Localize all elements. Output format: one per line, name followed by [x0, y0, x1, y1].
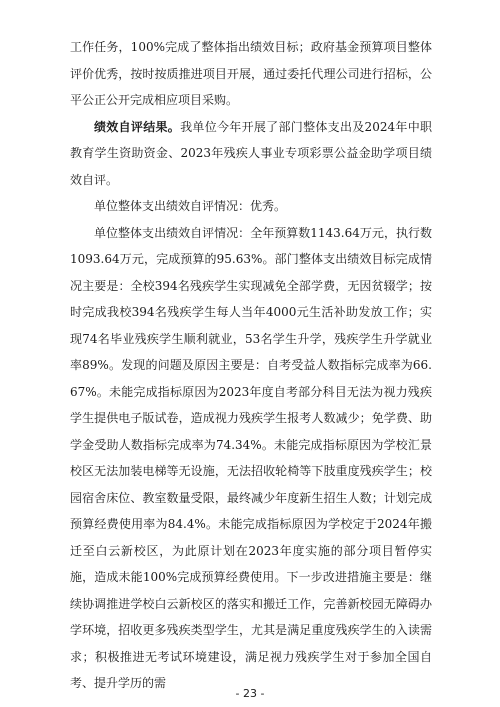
paragraph-overall-rating: 单位整体支出绩效自评情况：优秀。 [94, 199, 287, 213]
paragraph-task-completion: 工作任务，100%完成了整体指出绩效目标；政府基金预算项目整体评价优秀，按时按质推进项目开展，通过委托代理公司进行招标，公平公正公开完成相应项目采购。 [70, 40, 432, 107]
paragraph-self-evaluation-result [70, 114, 432, 194]
document-body [70, 34, 432, 697]
section-heading-self-evaluation: 绩效自评结果。 [94, 119, 181, 134]
page-number: - 23 - [235, 687, 265, 700]
paragraph-overall-details: 单位整体支出绩效自评情况：全年预算数1143.64万元，执行数1093.64万元，完成预算的95.63%。部门整体支出绩效目标完成情况主要是：全校394名残疾学生实现减免全部学费，无因贫辍学；按时完成我校394名残疾学生每人当年4000元生活补助发放工作；实现74名毕业残疾学生顺利就业，53名学生升学，残疾学生升学就业率89%。发现的问题及原因主要是：自考受益人数指标完成率为66.67%。未能完成指标原因为2023年度自考部分科目无法为视力残疾学生提供电子版试卷，造成视力残疾学生报考人数减少；免学费、助学金受助人数指标完成率为74.34%。未能完成指标原因为学校汇景校区无法加装电梯等无设施，无法招收轮椅等下肢重度残疾学生；校园宿舍床位、教室数量受限，最终减少年度新生招生人数；计划完成预算经费使用率为84.4%。未能完成指标原因为学校定于2024年搬迁至白云新校区，为此原计划在2023年度实施的部分项目暂停实施，造成未能100%完成预算经费使用。下一步改进措施主要是：继续协调推进学校白云新校区的落实和搬迁工作，完善新校园无障碍办学环境，招收更多残疾类型学生，尤其是满足重度残疾学生的入读需求；积极推进无考试环境建设，满足视力残疾学生对于参加全国自考、提升学历的需 [70, 225, 432, 690]
paragraph-self-evaluation-body: 我单位今年开展了部门整体支出及2024年中职教育学生资助资金、2023年残疾人事业专项彩票公益金助学项目绩效自评。 [70, 119, 432, 187]
